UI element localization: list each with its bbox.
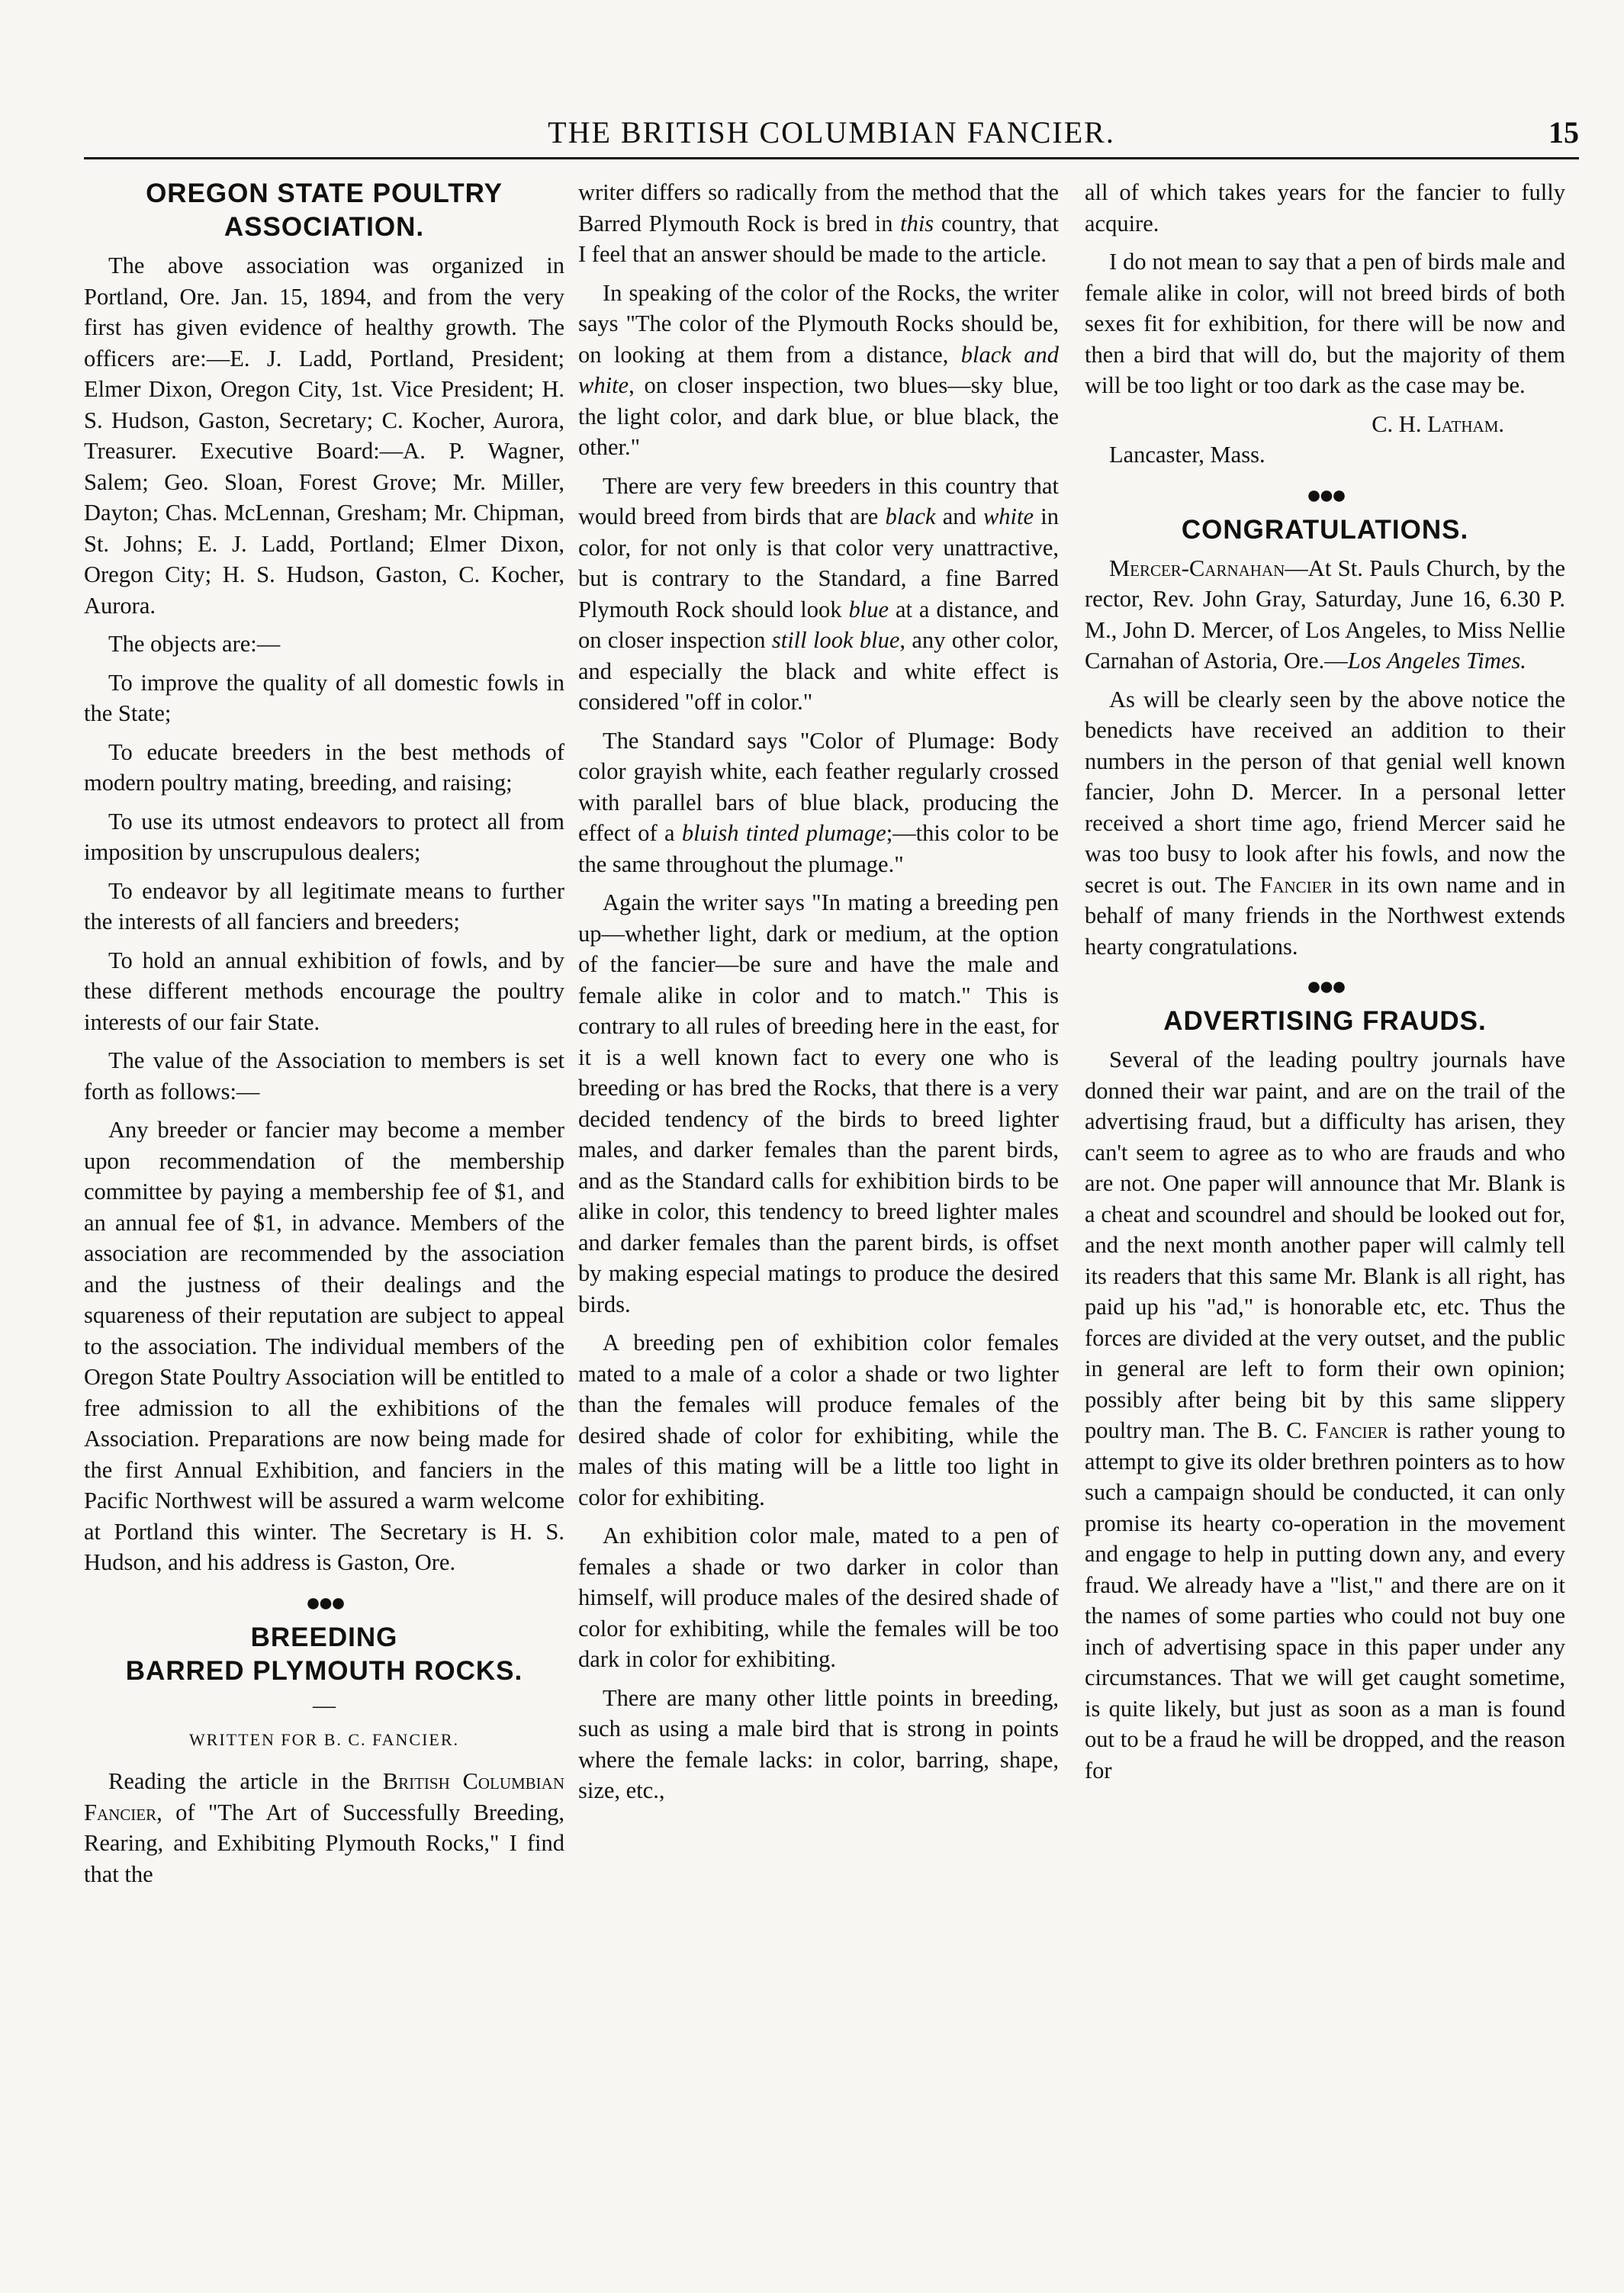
journal-name: Fancier [1259,871,1333,898]
header-rule [84,157,1579,159]
paragraph [578,725,1059,880]
text-run: As will be clearly seen by the above notice the benedicts have received an addition to their numbers in the person of that genial well known fancier, John D. Mercer. In a personal letter received a short time ago, friend Mercer said he was too busy to look after his fowls, and now the secret is out. The [1085,686,1565,898]
text-run: is rather young to attempt to give its older brethren pointers as to how such a campaign should be conducted, it can only promise its hearty co-operation in the movement and engage to help in putting down any, and every fraud. We already have a "list," and there are on it the names of some parties who could not buy one inch of advertising space in this paper under any circumstances. That we will get caught sometime, is quite likely, but just as soon as a man is found out to be a fraud he will be dropped, and the reason for [1085,1417,1565,1783]
section-ornament: ●●● [1306,973,1344,1001]
paragraph [1085,684,1565,963]
column-1 [84,177,564,1897]
journal-name: British Columbian Fancier [84,1768,564,1825]
paragraph: A breeding pen of exhibition color females mated to a male of a color a shade or two lighter than the females will produce females of the desired shade of color for exhibiting, while the males of this mating will be a little too light in color for exhibiting. [578,1330,1059,1510]
text-run: , on closer inspection, two blues—sky blue, the light color, and dark blue, or blue black, the other." [578,372,1059,460]
paragraph: To hold an annual exhibition of fowls, and by these different methods encourage the poultry interests of our fair State. [84,947,564,1035]
emphasis: white [982,503,1034,529]
paragraph: The objects are:— [108,631,281,657]
journal-title: THE BRITISH COLUMBIAN FANCIER. [548,115,1115,150]
emphasis: white [578,372,629,398]
article-title-line: BREEDING [250,1622,398,1652]
text-run: Reading the article in the [108,1768,371,1794]
section-ornament: ●●● [305,1588,343,1617]
text-run: in its own name and in behalf of many friends in the Northwest extends hearty congratulations. [1085,871,1566,960]
paragraph [578,177,1059,270]
paragraph: To improve the quality of all domestic fowls in the State; [84,669,564,726]
paragraph: Any breeder or fancier may become a member upon recommendation of the membership committee by paying a membership fee of $1, and an annual fee of $1, in advance. Members of the association are recommended by the association and the justness of their dealings and the squareness of their reputation are subject to appeal to the association. The individual members of the Oregon State Poultry Association will be entitled to free admission to all the exhibitions of the Association. Preparations are now being made for the first Annual Exhibition, and fanciers in the Pacific Northwest will be assured a warm welcome at Portland this winter. The Secretary is H. S. Hudson, and his address is Gaston, Ore. [84,1117,564,1575]
paragraph: There are many other little points in breeding, such as using a male bird that is strong in points where the female lacks: in color, barring, shape, size, etc., [578,1684,1059,1803]
column-2 [578,177,1059,1814]
paragraph: Again the writer says "In mating a breeding pen up—whether light, dark or medium, at the option of the fancier—be sure and have the male and female alike in color and to match." This is contrary to all rules of breeding here in the east, for it is a well known fact to every one who is breeding or has bred the Rocks, that there is a very decided tendency of the birds to breed lighter males, and darker females than the parent birds, and as the Standard calls for exhibition birds to be alike in color, this tendency to breed lighter males and darker females than the parent birds, is offset by making especial matings to produce the desired birds. [578,889,1059,1317]
text-run: The Standard says "Color of Plumage: Body color grayish white, each feather regularly crossed with parallel bars of blue black, producing the effect of a [578,727,1059,846]
article-title-advertising: ADVERTISING FRAUDS. [1163,1006,1487,1036]
text-run: In speaking of the color of the Rocks, the writer says "The color of the Plymouth Rocks should be, on looking at them from a distance, [578,279,1059,368]
paragraph: An exhibition color male, mated to a pen of females a shade or two darker in color than himself, will produce males of the desired shade of color for exhibiting, while the females will be too dark in color for exhibiting. [578,1523,1059,1672]
article-title-breeding [84,1621,564,1688]
paragraph: The above association was organized in Portland, Ore. Jan. 15, 1894, and from the very first has given evidence of healthy growth. The officers are:—E. J. Ladd, Portland, President; Elmer Dixon, Oregon City, 1st. Vice President; H. S. Hudson, Gaston, Secretary; C. Kocher, Aurora, Treasurer. Executive Board:—A. P. Wagner, Salem; Geo. Sloan, Forest Grove; Mr. Miller, Dayton; Chas. McLennan, Gresham; Mr. Chipman, St. Johns; E. J. Ladd, Portland; Elmer Dixon, Oregon City; H. S. Hudson, Gaston, C. Kocher, Aurora. [84,252,564,619]
article-title-line: OREGON STATE POULTRY [146,178,503,208]
title-dash: — [313,1692,336,1718]
emphasis: this [900,210,934,236]
emphasis: bluish tinted plumage [681,820,886,846]
paragraph: To endeavor by all legitimate means to further the interests of all fanciers and breeders; [84,877,564,934]
text-run: at a distance, and on closer inspection [578,596,1059,653]
column-3 [1085,177,1565,1793]
text-run: ;—this color to be the same throughout the plumage." [578,820,1059,877]
page-number: 15 [1548,115,1579,150]
source-citation: Los Angeles Times. [1347,648,1526,674]
text-run: There are very few breeders in this country that would breed from birds that are [578,472,1059,529]
text-run: writer differs so radically from the method that the Barred Plymouth Rock is bred in [578,179,1059,236]
article-title-line: ASSOCIATION. [224,212,425,242]
paragraph: To educate breeders in the best methods of modern poultry mating, breeding, and raising; [84,738,564,796]
signature: C. H. Latham. [1372,410,1504,437]
page-header [84,114,1579,153]
byline: WRITTEN FOR B. C. FANCIER. [188,1729,460,1749]
signature-place: Lancaster, Mass. [1109,442,1265,468]
text-run: country, that I feel that an answer should be made to the article. [578,210,1059,267]
text-run: —At St. Pauls Church, by the rector, Rev. John Gray, Saturday, June 16, 6.30 P. M., John D. Mercer, of Los Angeles, to Miss Nellie Carnahan of Astoria, Ore.— [1085,555,1565,674]
emphasis: still look blue [771,627,900,653]
article-title-line: BARRED PLYMOUTH ROCKS. [125,1655,523,1686]
emphasis: black [885,503,936,529]
paragraph [1085,553,1565,677]
paragraph [1085,1044,1565,1786]
paragraph [578,471,1059,718]
paragraph [578,278,1059,463]
paragraph: all of which takes years for the fancier to fully acquire. [1085,179,1565,236]
section-ornament: ●●● [1306,481,1344,510]
paragraph: The value of the Association to members is set forth as follows:— [84,1047,564,1105]
notice-names: Mercer-Carnahan [1109,555,1285,581]
article-title-congratulations: CONGRATULATIONS. [1181,514,1469,545]
paragraph: I do not mean to say that a pen of birds male and female alike in color, will not breed birds of both sexes fit for exhibition, for there will be now and then a bird that will do, but the majority of them will be too light or too dark as the case may be. [1085,249,1565,398]
emphasis: and [1024,341,1059,368]
text-run: , any other color, and especially the black and white effect is considered "off in color." [578,627,1059,715]
text-run: , of "The Art of Successfully Breeding, Rearing, and Exhibiting Plymouth Rocks," I find that the [84,1799,564,1887]
journal-name: B. C. Fancier [1256,1417,1388,1443]
paragraph [84,1766,564,1889]
text-run: Several of the leading poultry journals have donned their war paint, and are on the trail of the advertising fraud, but a difficulty has arisen, they can't seem to agree as to who are frauds and who are not. One paper will announce that Mr. Blank is a cheat and scoundrel and should be looked out for, and the next month another paper will calmly tell its readers that this same Mr. Blank is all right, has paid up his "ad," is honorable etc, etc. Thus the forces are divided at the very outset, and the public in general are left to form their own opinion; possibly after being bit by this same slippery poultry man. The [1085,1047,1565,1443]
emphasis: black [960,341,1011,368]
paragraph: To use its utmost endeavors to protect all from imposition by unscrupulous dealers; [84,808,564,865]
article-title-oregon [84,177,564,244]
text-run: in color, for not only is that color very unattractive, but is contrary to the Standard, a fine Barred Plymouth Rock should look [578,503,1059,622]
emphasis: blue [848,596,889,622]
text-run: and [942,503,976,529]
